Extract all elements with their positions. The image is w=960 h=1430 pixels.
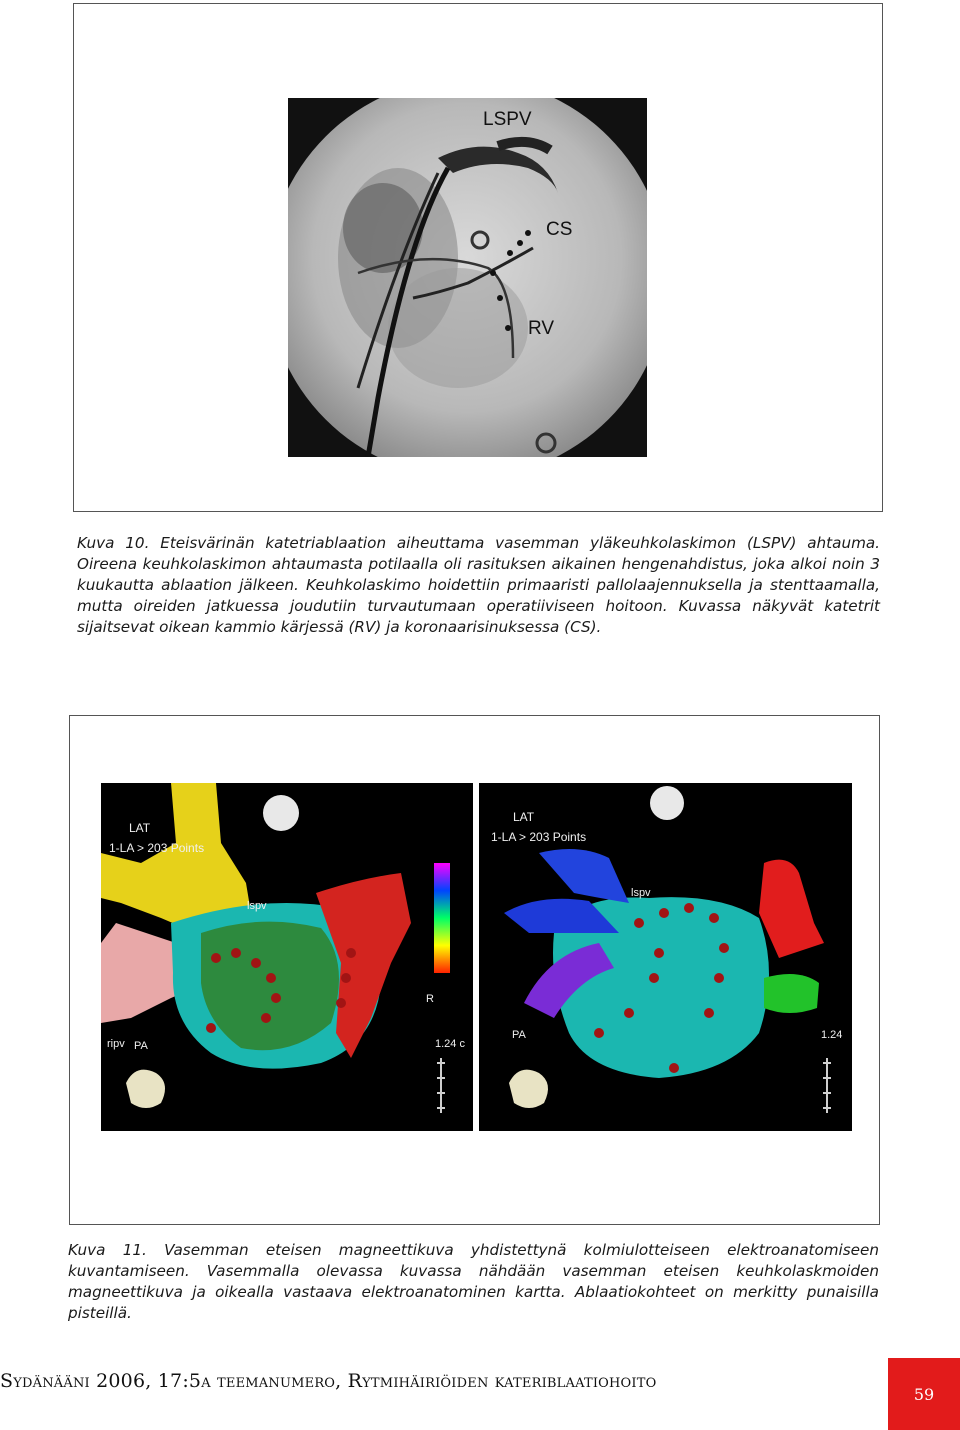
points-label: 1-LA > 203 Points	[491, 830, 587, 844]
page-number: 59	[913, 1384, 935, 1404]
pa-label: PA	[512, 1029, 526, 1041]
rv-label: RV	[528, 318, 555, 339]
cs-label: CS	[546, 219, 573, 240]
figure-10-caption: Kuva 10. Eteisvärinän katetriablaation aiheuttama vasemman yläkeuhkolaskimon (LSPV) ahtauma. Oireena keuhkolaskimon ahtaumasta potilaalla oli rasituksen aikainen hengenahdistus, joka alkoi noin 3 kuukautta ablaation jälkeen. Keuhkolaskimo hoidettiin primaaristi pallolaajennuksella ja stenttaamalla, mutta oireiden jatkuessa joudutiin turvautumaan operatiiviseen hoitoon. Kuvassa näkyvät katetrit sijaitsevat oikean kammio kärjessä (RV) ja koronaarisinuksessa (CS).	[77, 534, 880, 636]
pa-label: PA	[134, 1040, 148, 1052]
r-label: R	[426, 993, 434, 1005]
ripv-label: ripv	[107, 1038, 125, 1050]
page-number-box	[888, 1358, 960, 1430]
points-label: 1-LA > 203 Points	[109, 841, 205, 855]
electroanatomic-map-right	[479, 783, 852, 1131]
lspv-label: lspv	[247, 900, 267, 912]
lat-label: LAT	[129, 821, 151, 835]
lat-label: LAT	[513, 810, 535, 824]
lspv-label: lspv	[631, 887, 651, 899]
xray-image	[288, 98, 647, 457]
scale-label: 1.24	[821, 1029, 843, 1041]
figure-11-caption: Kuva 11. Vasemman eteisen magneettikuva yhdistettynä kolmiulotteiseen elektroanatomiseen kuvantamiseen. Vasemmalla olevassa kuvassa nähdään vasemman eteisen keuhkolaskmoiden magneettikuva ja oikealla vastaava elektroanatominen kartta. Ablaatiokohteet on merkitty punaisilla pisteillä.	[68, 1241, 879, 1322]
lspv-label: LSPV	[483, 109, 532, 130]
mri-merge-map-left	[101, 783, 473, 1131]
running-title: Sydänääni 2006, 17:5a teemanumero, Rytmihäiriöiden kateriblaatiohoito	[0, 1370, 657, 1392]
scale-label: 1.24 c	[435, 1038, 465, 1050]
